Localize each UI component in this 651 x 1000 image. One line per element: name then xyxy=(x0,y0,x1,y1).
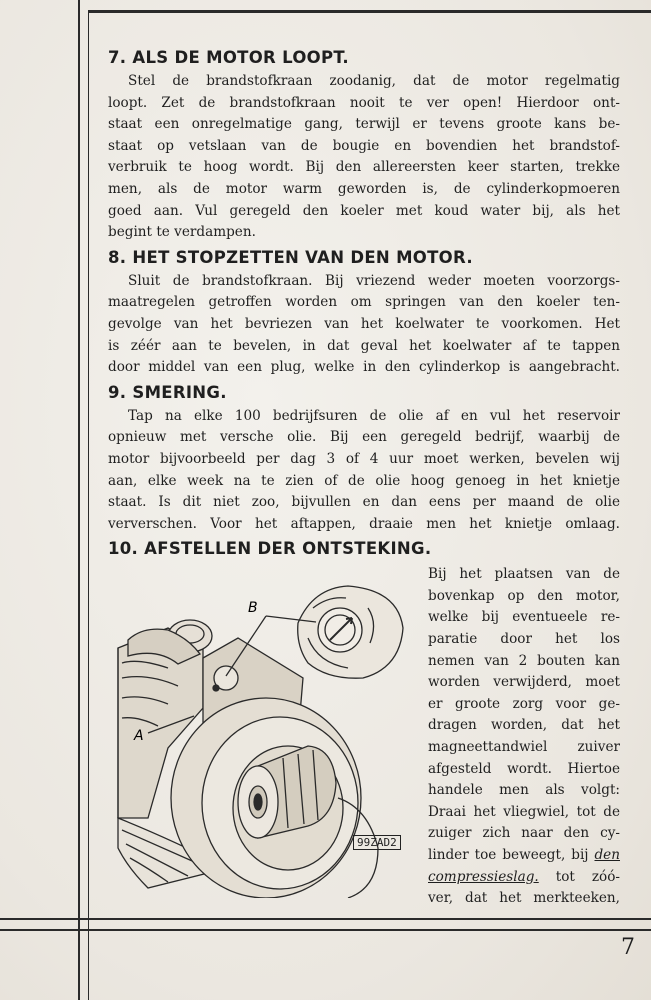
frame-left-rule xyxy=(78,0,80,1000)
section-heading-7: 7. ALS DE MOTOR LOOPT. xyxy=(108,48,349,67)
text-line: staat. Is dit niet zoo, bijvullen en dan eens per maand de olie xyxy=(108,494,620,511)
text-line: Bij het plaatsen van de xyxy=(428,566,620,583)
text-line: men, als de motor warm geworden is, de cylinderkopmoeren xyxy=(108,180,620,197)
section-7-text xyxy=(108,71,620,244)
text-line: door middel van een plug, welke in den cylinderkop is aangebracht. xyxy=(108,359,620,376)
text-line: nemen van 2 bouten kan xyxy=(428,652,620,669)
text-line-with-underline xyxy=(428,845,620,867)
text-line: worden verwijderd, moet xyxy=(428,674,620,691)
frame-left-inner-rule xyxy=(88,10,89,1000)
text-line-with-underline xyxy=(428,867,620,889)
text-line: Sluit de brandstofkraan. Bij vriezend weder moeten voorzorgs- xyxy=(128,272,620,289)
text-line: goed aan. Vul geregeld den koeler met koud water bij, als het xyxy=(108,202,620,219)
text-line: bovenkap op den motor, xyxy=(428,587,620,604)
text-line: welke bij eventueele re- xyxy=(428,609,620,626)
text-line: maatregelen getroffen worden om springen van den koeler ten- xyxy=(108,294,620,311)
text-line: afgesteld wordt. Hiertoe xyxy=(428,760,620,777)
text-line: zuiger zich naar den cy- xyxy=(428,825,620,842)
section-10-text xyxy=(428,564,620,910)
text-line: ver, dat het merkteeken, xyxy=(428,890,620,907)
figure-label-b: B xyxy=(248,600,258,617)
section-8-text xyxy=(108,271,620,379)
underlined-text: den xyxy=(594,847,620,863)
page-number: 7 xyxy=(621,935,635,960)
section-9-text xyxy=(108,406,620,536)
text-fragment: linder toe beweegt, bij xyxy=(428,847,595,863)
text-line: Tap na elke 100 bedrijfsuren de olie af en vul het reservoir xyxy=(128,407,620,424)
figure-tag: 99ZAD2 xyxy=(353,835,401,850)
frame-bottom-rule-2 xyxy=(0,929,651,931)
text-line: opnieuw met versche olie. Bij een geregeld bedrijf, waarbij de xyxy=(108,429,620,446)
text-line: motor bijvoorbeeld per dag 3 of 4 uur moet werken, bevelen wij xyxy=(108,450,620,467)
figure-label-a: A xyxy=(134,728,144,745)
section-heading-8: 8. HET STOPZETTEN VAN DEN MOTOR. xyxy=(108,247,473,267)
text-fragment: tot zóó- xyxy=(538,868,620,885)
text-line: Draai het vliegwiel, tot de xyxy=(428,803,620,820)
text-line: loopt. Zet de brandstofkraan nooit te ver open! Hierdoor ont- xyxy=(108,94,620,111)
text-line: gevolge van het bevriezen van het koelwater te voorkomen. Het xyxy=(108,315,620,332)
underlined-text: compressieslag. xyxy=(428,868,539,885)
section-10-body xyxy=(108,562,620,922)
text-line: staat een onregelmatige gang, terwijl er tevens groote kans be- xyxy=(108,116,620,133)
section-heading-9: 9. SMERING. xyxy=(108,382,227,402)
page-content xyxy=(108,44,620,922)
frame-top-rule xyxy=(88,10,651,13)
text-line: handele men als volgt: xyxy=(428,782,620,799)
text-line: paratie door het los xyxy=(428,631,620,648)
text-line: verbruik te hoog wordt. Bij den allereersten keer starten, trekke xyxy=(108,159,620,176)
text-line: staat op vetslaan van de bougie en bovendien het brandstof- xyxy=(108,137,620,154)
text-line: is zéér aan te bevelen, in dat geval het koelwater af te tappen xyxy=(108,337,620,354)
text-line: magneettandwiel zuiver xyxy=(428,739,620,756)
text-line: ververschen. Voor het aftappen, draaie men het knietje omlaag. xyxy=(108,515,620,532)
text-line: Stel de brandstofkraan zoodanig, dat de motor regelmatig xyxy=(128,73,620,89)
section-heading-10: 10. AFSTELLEN DER ONTSTEKING. xyxy=(108,539,432,559)
text-line: begint te verdampen. xyxy=(108,224,256,241)
text-line: aan, elke week na te zien of de olie hoog genoeg in het knietje xyxy=(108,472,620,489)
text-line: dragen worden, dat het xyxy=(428,717,620,734)
text-line: er groote zorg voor ge- xyxy=(428,695,620,712)
